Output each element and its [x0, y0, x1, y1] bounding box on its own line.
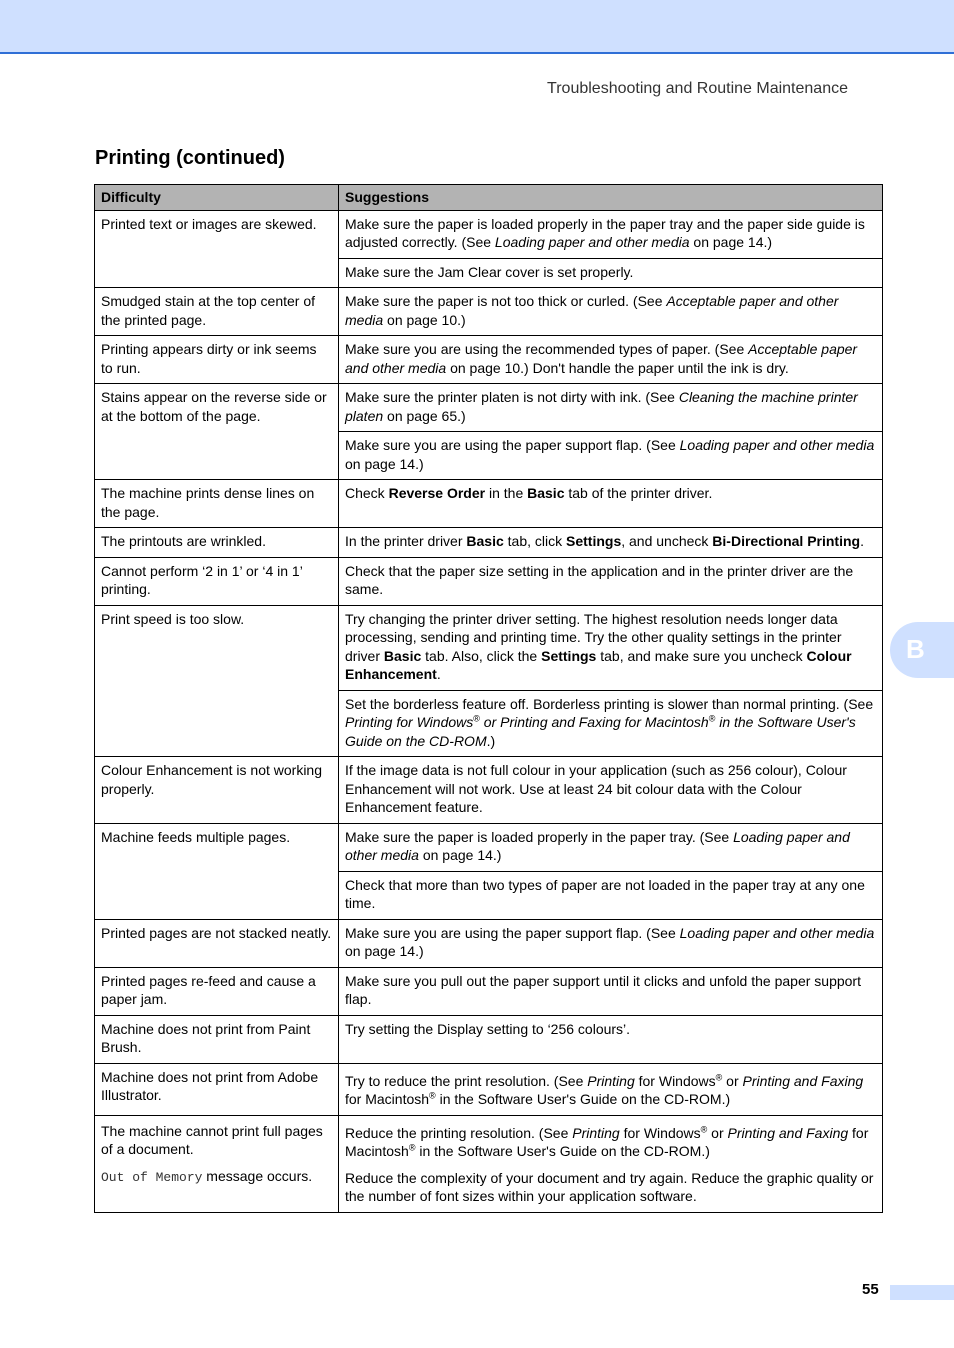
table-row — [95, 384, 883, 432]
difficulty-cell: The printouts are wrinkled. — [95, 528, 339, 558]
difficulty-text: The machine cannot print full pages of a document. — [101, 1122, 323, 1157]
suggestion-cell: Make sure you are using the paper support flap. (See Loading paper and other media on page 14.) — [339, 919, 883, 967]
difficulty-cell: Machine does not print from Adobe Illustrator. — [95, 1063, 339, 1115]
difficulty-tail: message occurs. — [202, 1167, 313, 1184]
suggestion-cell: Try changing the printer driver setting. The highest resolution needs longer data processing, sending and printing time. Try the other quality settings in the printer driver Basic tab. Also, click the Settings tab, and make sure you uncheck Colour Enhancement. — [339, 605, 883, 690]
table-row — [95, 1015, 883, 1063]
chapter-tab-label: B — [906, 634, 925, 664]
page-number: 55 — [862, 1281, 879, 1298]
table-row — [95, 967, 883, 1015]
table-row — [95, 210, 883, 258]
table-header-row — [95, 185, 883, 211]
difficulty-cell: Machine feeds multiple pages. — [95, 823, 339, 919]
suggestion-cell: Reduce the printing resolution. (See Printing for Windows® or Printing and Faxing for Macintosh® in the Software User's Guide on the CD-ROM.) Reduce the complexity of your document and try again. Reduce the graphic quality or the number of font sizes within your application software. — [339, 1115, 883, 1212]
table-row — [95, 557, 883, 605]
suggestion-cell: Try to reduce the print resolution. (See Printing for Windows® or Printing and Faxing for Macintosh® in the Software User's Guide on the CD-ROM.) — [339, 1063, 883, 1115]
table-row — [95, 1115, 883, 1212]
suggestion-cell: Check that the paper size setting in the application and in the printer driver are the same. — [339, 557, 883, 605]
difficulty-cell: Printed pages re-feed and cause a paper jam. — [95, 967, 339, 1015]
difficulty-cell: The machine prints dense lines on the page. — [95, 480, 339, 528]
suggestion-cell: Set the borderless feature off. Borderless printing is slower than normal printing. (See Printing for Windows® or Printing and Faxing for Macintosh® in the Software User's Guide on the CD-ROM.) — [339, 690, 883, 757]
column-header-suggestions: Suggestions — [339, 185, 883, 211]
difficulty-cell: Machine does not print from Paint Brush. — [95, 1015, 339, 1063]
suggestion-text: Reduce the complexity of your document and try again. Reduce the graphic quality or the number of font sizes within your application software. — [345, 1169, 874, 1204]
table-row — [95, 605, 883, 690]
difficulty-cell: Stains appear on the reverse side or at the bottom of the page. — [95, 384, 339, 480]
suggestion-cell: Check Reverse Order in the Basic tab of the printer driver. — [339, 480, 883, 528]
difficulty-cell: Colour Enhancement is not working properly. — [95, 757, 339, 824]
table-row — [95, 823, 883, 871]
suggestion-cell: In the printer driver Basic tab, click Settings, and uncheck Bi-Directional Printing. — [339, 528, 883, 558]
running-header: Troubleshooting and Routine Maintenance — [547, 80, 848, 97]
suggestion-cell: Make sure you are using the recommended types of paper. (See Acceptable paper and other media on page 10.) Don't handle the paper until the ink is dry. — [339, 336, 883, 384]
page-number-bar — [890, 1285, 954, 1300]
suggestion-cell: Make sure the paper is not too thick or curled. (See Acceptable paper and other media on page 10.) — [339, 288, 883, 336]
suggestion-cell: Check that more than two types of paper are not loaded in the paper tray at any one time. — [339, 871, 883, 919]
difficulty-cell: Printed pages are not stacked neatly. — [95, 919, 339, 967]
difficulty-cell: Smudged stain at the top center of the printed page. — [95, 288, 339, 336]
table-row — [95, 480, 883, 528]
suggestion-cell: Try setting the Display setting to ‘256 colours’. — [339, 1015, 883, 1063]
troubleshooting-table — [94, 184, 883, 1213]
suggestion-cell: Make sure the paper is loaded properly in the paper tray. (See Loading paper and other media on page 14.) — [339, 823, 883, 871]
difficulty-cell: Printed text or images are skewed. — [95, 210, 339, 288]
table-row — [95, 757, 883, 824]
top-band — [0, 0, 954, 54]
section-title: Printing (continued) — [95, 147, 285, 169]
difficulty-cell: Cannot perform ‘2 in 1’ or ‘4 in 1’ printing. — [95, 557, 339, 605]
difficulty-cell — [95, 1115, 339, 1212]
table-row — [95, 919, 883, 967]
table-row — [95, 288, 883, 336]
error-message-code: Out of Memory — [101, 1169, 203, 1185]
suggestion-cell: Make sure the paper is loaded properly in the paper tray and the paper side guide is adjusted correctly. (See Loading paper and other media on page 14.) — [339, 210, 883, 258]
difficulty-cell: Printing appears dirty or ink seems to run. — [95, 336, 339, 384]
suggestion-cell: Make sure the printer platen is not dirty with ink. (See Cleaning the machine printer platen on page 65.) — [339, 384, 883, 432]
suggestion-cell: If the image data is not full colour in your application (such as 256 colour), Colour Enhancement will not work. Use at least 24 bit colour data with the Colour Enhancement feature. — [339, 757, 883, 824]
suggestion-cell: Make sure you are using the paper support flap. (See Loading paper and other media on page 14.) — [339, 432, 883, 480]
table-row — [95, 336, 883, 384]
chapter-tab — [890, 622, 954, 678]
suggestion-cell: Make sure the Jam Clear cover is set properly. — [339, 258, 883, 288]
difficulty-cell: Print speed is too slow. — [95, 605, 339, 757]
table-row — [95, 1063, 883, 1115]
table-row — [95, 528, 883, 558]
suggestion-cell: Make sure you pull out the paper support until it clicks and unfold the paper support flap. — [339, 967, 883, 1015]
column-header-difficulty: Difficulty — [95, 185, 339, 211]
